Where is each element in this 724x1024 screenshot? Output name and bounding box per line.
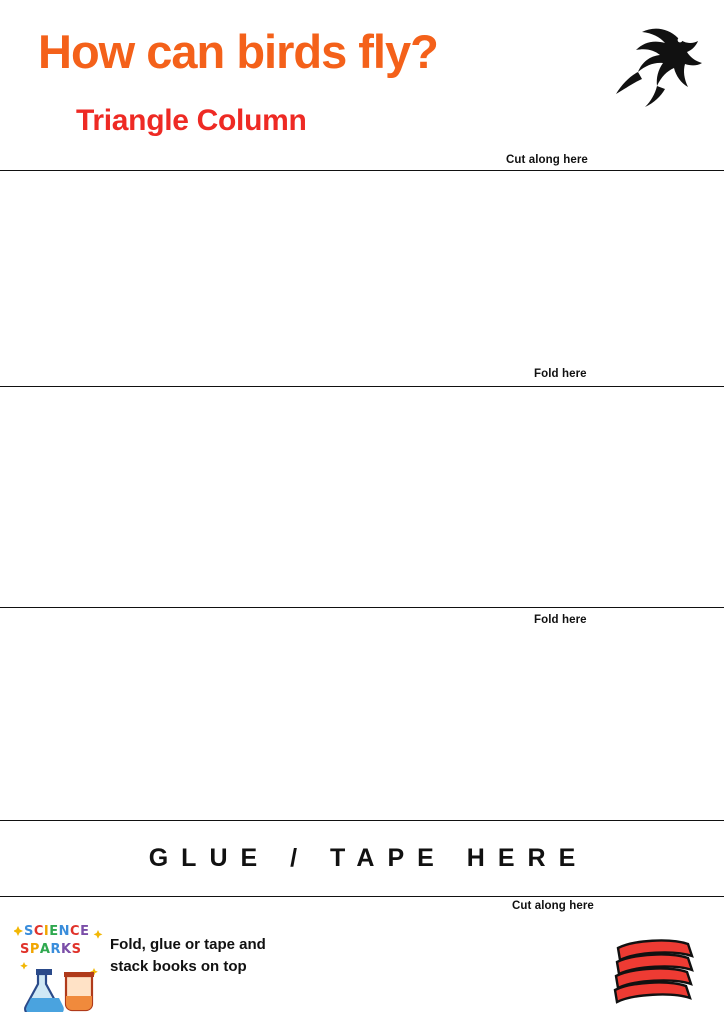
footer-instruction-line-2: stack books on top bbox=[110, 957, 247, 975]
logo-text-science: SCIENCE bbox=[24, 924, 90, 939]
cut-line-bottom bbox=[0, 896, 724, 897]
fold-label-1: Fold here bbox=[534, 368, 587, 380]
bird-icon bbox=[608, 22, 704, 110]
cut-label-top: Cut along here bbox=[506, 154, 588, 166]
fold-line-1 bbox=[0, 386, 724, 387]
glue-tape-label: GLUE / TAPE HERE bbox=[148, 843, 589, 872]
page-title: How can birds fly? bbox=[38, 25, 438, 78]
glue-tape-band bbox=[0, 820, 724, 896]
cut-line-top bbox=[0, 170, 724, 171]
page-subtitle: Triangle Column bbox=[76, 104, 307, 137]
footer-instruction-line-1: Fold, glue or tape and bbox=[110, 936, 266, 953]
cut-label-bottom: Cut along here bbox=[512, 900, 594, 912]
fold-label-2: Fold here bbox=[534, 614, 587, 626]
logo-text-sparks: SPARKS bbox=[20, 942, 82, 957]
science-sparks-logo bbox=[14, 916, 106, 1012]
books-stack-icon bbox=[608, 934, 700, 1006]
footer-instructions bbox=[110, 934, 370, 978]
fold-line-2 bbox=[0, 607, 724, 608]
